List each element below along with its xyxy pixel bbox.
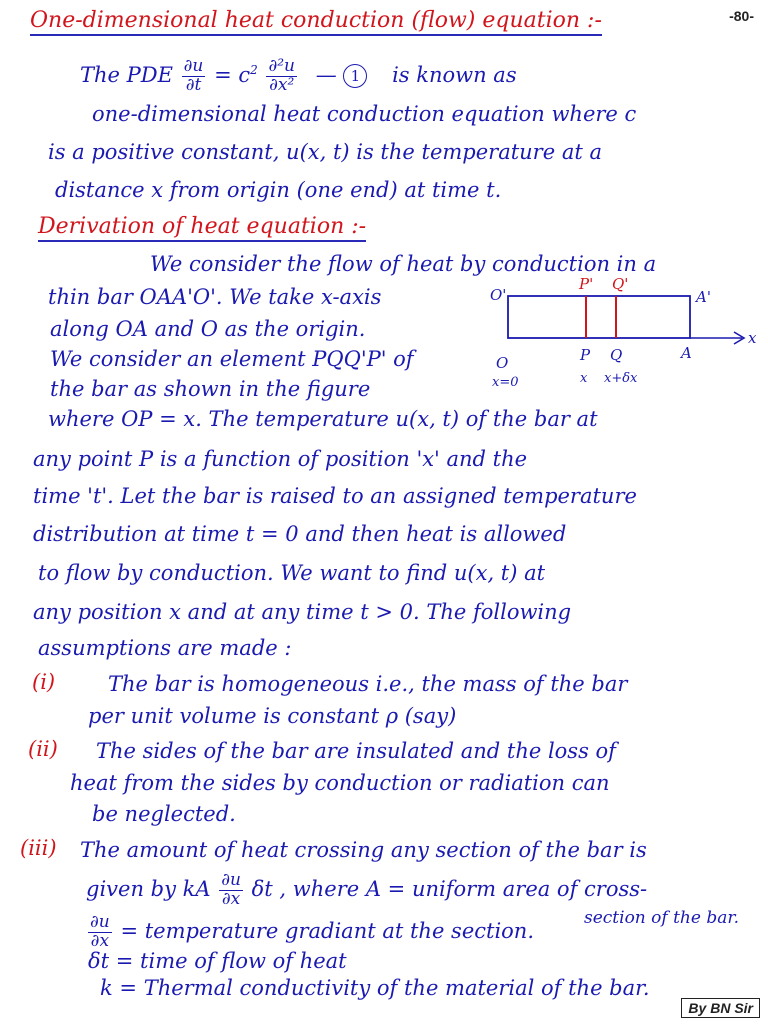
heat-formula-fraction [219, 872, 243, 909]
equation-number: 1 [343, 64, 367, 88]
pde-lhs-num: ∂u [183, 56, 204, 76]
label-p-prime: P' [579, 276, 594, 293]
pde-rhs-fraction [266, 58, 297, 95]
label-a: A [681, 344, 692, 362]
time-definition: = time of flow of heat [115, 949, 347, 973]
definition-conductivity [100, 978, 650, 999]
definition-gradient [86, 914, 534, 951]
para1-line2: is a positive constant, u(x, t) is the temperature at a [48, 140, 602, 164]
time-symbol: δt [88, 949, 110, 973]
para2-line4: We consider an element PQQ'P' of [50, 347, 414, 371]
para3-line5: to flow by conduction. We want to find u(x, t) at [38, 561, 546, 585]
para3-line7: assumptions are made : [38, 636, 292, 660]
assumption-iii-line2 [86, 872, 647, 909]
pde-lhs-den: ∂t [185, 74, 202, 95]
para3-line6: any position x and at any time t > 0. The following [33, 600, 572, 624]
assumption-ii-line3: be neglected. [92, 802, 236, 826]
pde-suffix: is known as [392, 62, 517, 87]
pde-equals: = c [214, 62, 251, 87]
heat-formula-suffix: δt , where A = uniform area of cross- [251, 876, 648, 901]
author-credit: By BN Sir [681, 998, 760, 1018]
label-q: Q [610, 346, 623, 364]
pde-dash: — [315, 62, 337, 87]
para2-line5: the bar as shown in the figure [50, 377, 371, 401]
definition-time [88, 951, 347, 972]
label-q-prime: Q' [612, 276, 629, 293]
assumption-ii-line1: The sides of the bar are insulated and the loss of [96, 739, 616, 763]
para1-line3: distance x from origin (one end) at time t. [55, 178, 502, 202]
para2-line2: thin bar OAA'O'. We take x-axis [48, 285, 382, 309]
label-p: P [580, 346, 591, 364]
pde-prefix: The PDE [80, 62, 173, 87]
label-a-prime: A' [696, 288, 711, 306]
section-heading-heat-equation: One-dimensional heat conduction (flow) equation :- [30, 8, 602, 36]
assumption-iii-mark: (iii) [20, 836, 57, 860]
conductivity-definition: = Thermal conductivity of the material of the bar. [119, 976, 650, 1000]
section-heading-derivation: Derivation of heat equation :- [38, 214, 366, 242]
pde-line: The PDE $\frac{\partial u}{\partial t}$ = $c^2$ $\frac{\text{∂²u}}{\text{∂x²}}$ — 1 is known as [80, 56, 517, 95]
para3-line3: time 't'. Let the bar is raised to an assigned temperature [33, 484, 637, 508]
label-x-zero: x=0 [492, 375, 519, 390]
assumption-iii-line1: The amount of heat crossing any section of the bar is [80, 838, 647, 862]
para3-line4: distribution at time t = 0 and then heat is allowed [33, 522, 567, 546]
heat-formula-num: ∂u [221, 870, 241, 890]
label-x-axis: x [748, 329, 757, 347]
gradient-symbol-num: ∂u [90, 912, 110, 932]
gradient-symbol-den: ∂x [90, 930, 110, 951]
label-o: O [496, 354, 509, 372]
heat-formula-den: ∂x [221, 888, 241, 909]
assumption-i-line1: The bar is homogeneous i.e., the mass of the bar [108, 672, 628, 696]
heat-formula-prefix: given by kA [86, 876, 211, 901]
assumption-ii-line2: heat from the sides by conduction or radiation can [70, 771, 610, 795]
pde-rhs-den: ∂x² [269, 74, 295, 95]
gradient-definition: = temperature gradiant at the section. [120, 918, 535, 943]
para3-line1: where OP = x. The temperature u(x, t) of the bar at [48, 407, 598, 431]
para2-line1: We consider the flow of heat by conduction in a [150, 252, 657, 276]
para2-line3: along OA and O as the origin. [50, 317, 366, 341]
page-number: -80- [729, 8, 754, 24]
pde-rhs-num: ∂²u [268, 56, 295, 76]
conductivity-symbol: k [100, 976, 113, 1000]
assumption-i-line2: per unit volume is constant ρ (say) [88, 704, 457, 728]
bar-rectangle [508, 296, 690, 338]
gradient-symbol [88, 914, 112, 951]
pde-lhs-fraction [182, 58, 206, 95]
assumption-i-mark: (i) [32, 670, 56, 694]
bar-diagram [476, 276, 766, 394]
para3-line2: any point P is a function of position 'x' and the [33, 447, 528, 471]
assumption-ii-mark: (ii) [28, 737, 58, 761]
label-o-prime: O' [490, 286, 507, 304]
cross-section-continuation: section of the bar. [584, 908, 740, 928]
para1-line1: one-dimensional heat conduction equation where c [92, 102, 637, 126]
label-x-p: x [580, 371, 588, 386]
label-x-plus-dx: x+δx [604, 371, 638, 386]
